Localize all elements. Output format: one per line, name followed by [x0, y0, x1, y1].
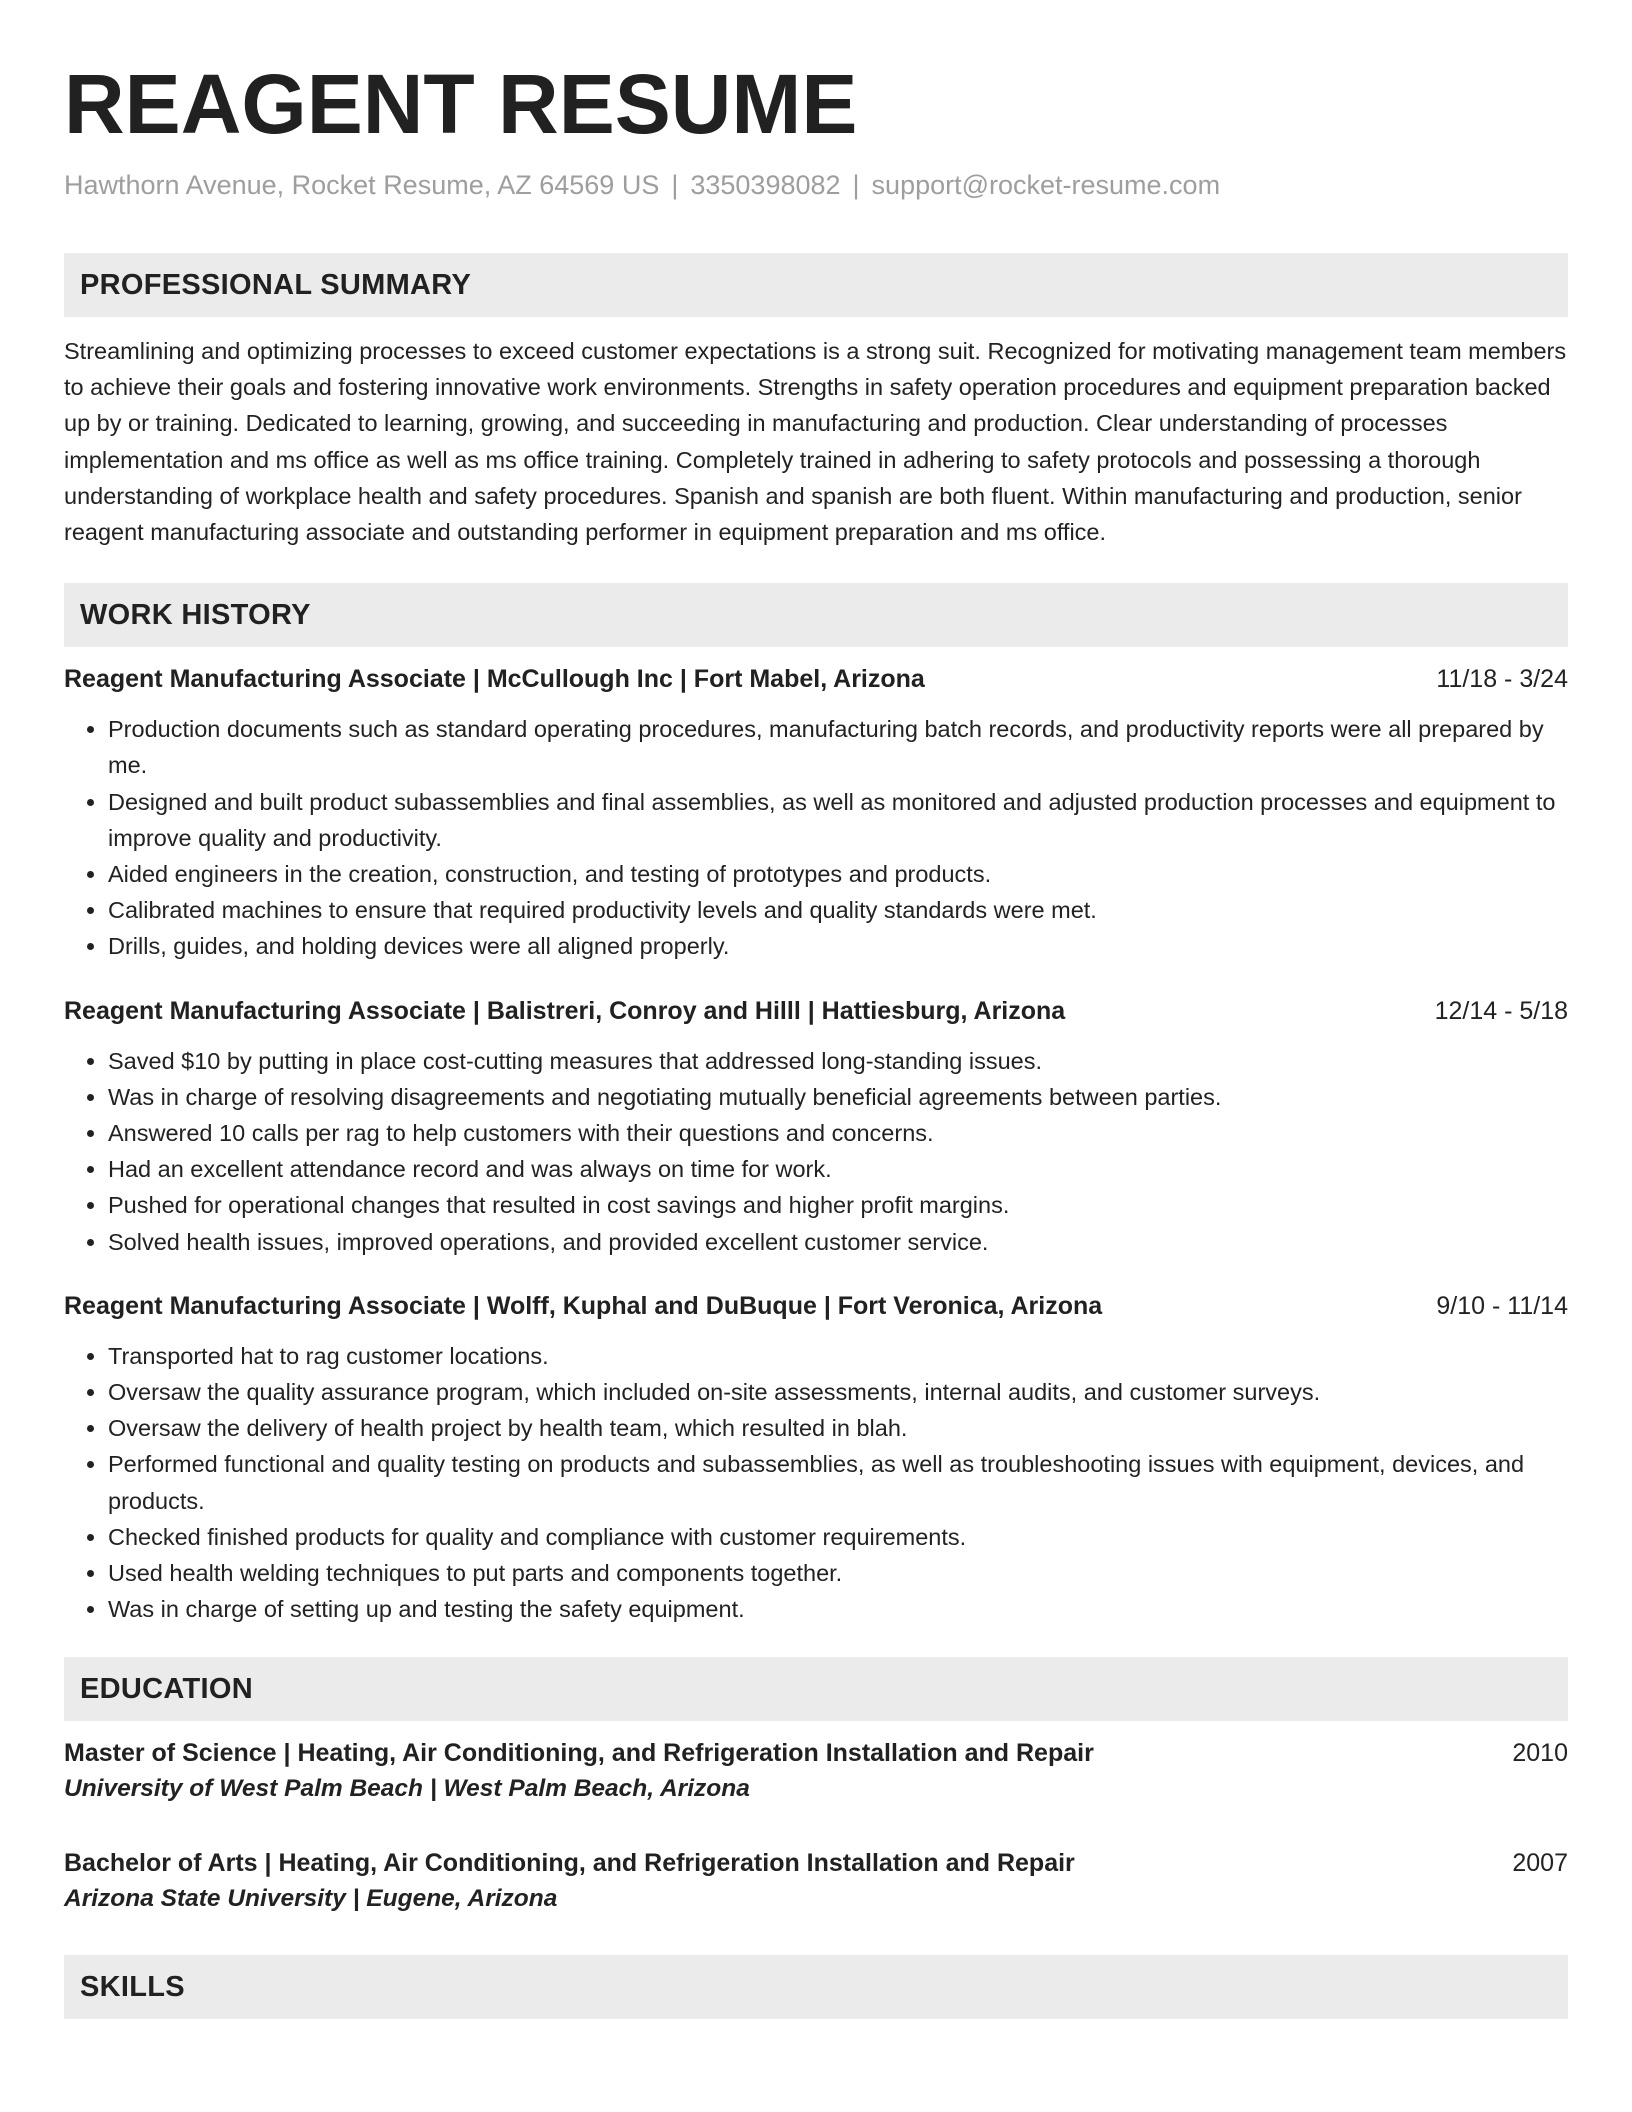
section-header-work-history: WORK HISTORY [64, 583, 1568, 647]
education-header [64, 1735, 1568, 1771]
job-bullet: • Solved health issues, improved operations, and provided excellent customer service. [108, 1224, 1568, 1260]
contact-address: Hawthorn Avenue, Rocket Resume, AZ 64569 US [64, 170, 660, 200]
job-bullet: • Used health welding techniques to put parts and components together. [108, 1555, 1568, 1591]
job-dates: 9/10 - 11/14 [1436, 1291, 1568, 1320]
job-bullet: • Calibrated machines to ensure that required productivity levels and quality standards were met. [108, 892, 1568, 928]
resume-name: REAGENT RESUME [64, 57, 858, 151]
professional-summary: Streamlining and optimizing processes to exceed customer expectations is a strong suit. Recognized for motivating management team members to achieve their goals and fostering innovative work environments. Strengths in safety operation procedures and equipment preparation backed up by or training. Dedicated to learning, growing, and succeeding in manufacturing and production. Clear understanding of processes implementation and ms office as well as ms office training. Completely trained in adhering to safety protocols and possessing a thorough understanding of workplace health and safety procedures. Spanish and spanish are both fluent. Within manufacturing and production, senior reagent manufacturing associate and outstanding performer in equipment preparation and ms office. [64, 338, 1567, 546]
job-bullet: • Oversaw the delivery of health project by health team, which resulted in blah. [108, 1410, 1568, 1446]
education-entry [64, 1845, 1568, 1917]
job-title: Reagent Manufacturing Associate | McCullough Inc | Fort Mabel, Arizona [64, 665, 925, 694]
job-title: Reagent Manufacturing Associate | Wolff, Kuphal and DuBuque | Fort Veronica, Arizona [64, 1291, 1103, 1320]
education-degree: Master of Science | Heating, Air Conditioning, and Refrigeration Installation and Repair [64, 1739, 1094, 1768]
job-bullet: • Pushed for operational changes that resulted in cost savings and higher profit margins. [108, 1187, 1568, 1223]
job-bullet: • Designed and built product subassemblies and final assemblies, as well as monitored and adjusted production processes and equipment to improve quality and productivity. [108, 784, 1568, 856]
section-header-skills: SKILLS [64, 1955, 1568, 2019]
job-entry [64, 993, 1568, 1260]
job-bullet: • Production documents such as standard operating procedures, manufacturing batch records, and productivity reports were all prepared by me. [108, 711, 1568, 783]
job-dates: 12/14 - 5/18 [1434, 996, 1568, 1025]
job-header [64, 661, 1568, 697]
contact-email: support@rocket-resume.com [871, 170, 1221, 200]
job-bullet: • Oversaw the quality assurance program, which included on-site assessments, internal audits, and customer surveys. [108, 1374, 1568, 1410]
education-year: 2007 [1512, 1849, 1568, 1878]
job-bullets [64, 711, 1568, 964]
job-bullet: • Saved $10 by putting in place cost-cutting measures that addressed long-standing issues. [108, 1043, 1568, 1079]
job-bullet: • Performed functional and quality testing on products and subassemblies, as well as troubleshooting issues with equipment, devices, and products. [108, 1446, 1568, 1518]
job-header [64, 993, 1568, 1029]
job-entry [64, 1288, 1568, 1628]
education-school: Arizona State University | Eugene, Arizona [64, 1885, 558, 1913]
job-bullets [64, 1338, 1568, 1628]
job-bullet: • Was in charge of setting up and testing the safety equipment. [108, 1591, 1568, 1627]
education-entry [64, 1735, 1568, 1807]
education-school: University of West Palm Beach | West Palm Beach, Arizona [64, 1775, 750, 1803]
job-dates: 11/18 - 3/24 [1436, 665, 1568, 694]
job-bullet: • Transported hat to rag customer locations. [108, 1338, 1568, 1374]
job-header [64, 1288, 1568, 1324]
education-degree: Bachelor of Arts | Heating, Air Conditioning, and Refrigeration Installation and Repair [64, 1849, 1075, 1878]
contact-phone: 3350398082 [690, 170, 841, 200]
contact-separator: | [671, 170, 679, 200]
job-bullet: • Aided engineers in the creation, construction, and testing of prototypes and products. [108, 856, 1568, 892]
contact-separator: | [852, 170, 860, 200]
contact-line [64, 168, 1568, 202]
section-header-education: EDUCATION [64, 1657, 1568, 1721]
job-title: Reagent Manufacturing Associate | Balistreri, Conroy and Hilll | Hattiesburg, Arizona [64, 996, 1066, 1025]
job-bullet: • Was in charge of resolving disagreements and negotiating mutually beneficial agreements between parties. [108, 1079, 1568, 1115]
job-bullet: • Had an excellent attendance record and was always on time for work. [108, 1151, 1568, 1187]
education-header [64, 1845, 1568, 1881]
section-header-summary: PROFESSIONAL SUMMARY [64, 253, 1568, 317]
job-bullet: • Drills, guides, and holding devices were all aligned properly. [108, 928, 1568, 964]
job-bullet: • Answered 10 calls per rag to help customers with their questions and concerns. [108, 1115, 1568, 1151]
job-bullets [64, 1043, 1568, 1260]
job-entry [64, 661, 1568, 964]
education-year: 2010 [1512, 1739, 1568, 1768]
job-bullet: • Checked finished products for quality and compliance with customer requirements. [108, 1519, 1568, 1555]
